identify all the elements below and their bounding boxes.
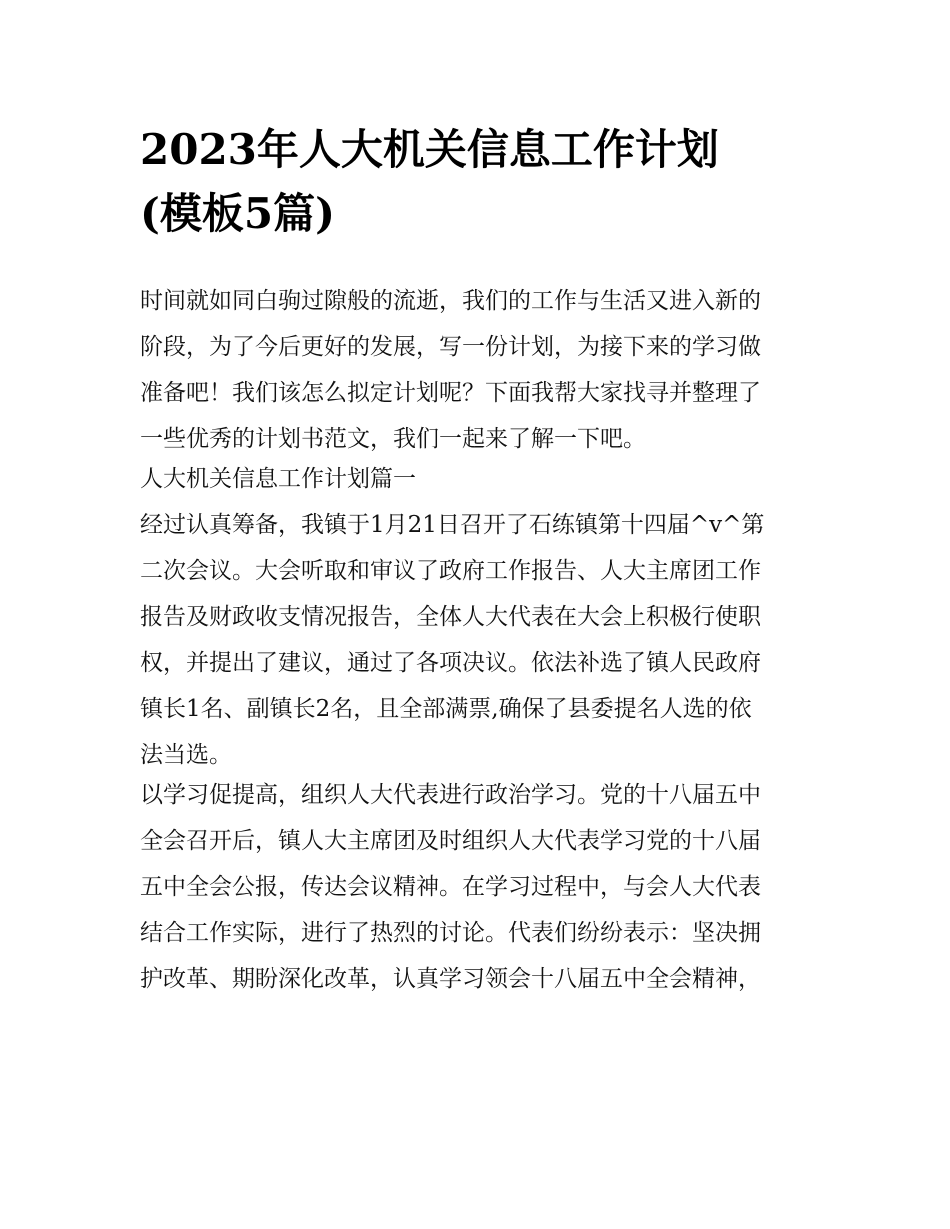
body-line: 法当选。 bbox=[140, 742, 232, 768]
section-heading: 人大机关信息工作计划篇一 bbox=[140, 466, 416, 492]
body-line: 以学习促提高，组织人大代表进行政治学习。党的十八届五中 bbox=[140, 782, 761, 808]
body-line: 全会召开后，镇人大主席团及时组织人大代表学习党的十八届 bbox=[140, 828, 761, 854]
body-line: 经过认真筹备，我镇于1月21日召开了石练镇第十四届^v^第 bbox=[140, 512, 765, 538]
body-line: 五中全会公报，传达会议精神。在学习过程中，与会人大代表 bbox=[140, 874, 761, 900]
document-title bbox=[140, 118, 820, 246]
body-line: 权，并提出了建议，通过了各项决议。依法补选了镇人民政府 bbox=[140, 650, 761, 676]
body-line: 结合工作实际，进行了热烈的讨论。代表们纷纷表示：坚决拥 bbox=[140, 920, 761, 946]
body-line: 一些优秀的计划书范文，我们一起来了解一下吧。 bbox=[140, 426, 646, 452]
body-line: 阶段，为了今后更好的发展，写一份计划，为接下来的学习做 bbox=[140, 334, 761, 360]
body-line: 二次会议。大会听取和审议了政府工作报告、人大主席团工作 bbox=[140, 558, 761, 584]
title-line-2: (模板5篇) bbox=[140, 189, 335, 238]
body-line: 报告及财政收支情况报告，全体人大代表在大会上积极行使职 bbox=[140, 604, 761, 630]
body-line: 准备吧！我们该怎么拟定计划呢？下面我帮大家找寻并整理了 bbox=[140, 380, 761, 406]
body-line: 时间就如同白驹过隙般的流逝，我们的工作与生活又进入新的 bbox=[140, 288, 761, 314]
document-body bbox=[140, 281, 820, 999]
title-line-1: 2023年人大机关信息工作计划 bbox=[140, 125, 719, 174]
body-line: 镇长1名、副镇长2名，且全部满票,确保了县委提名人选的依 bbox=[140, 696, 752, 722]
body-line: 护改革、期盼深化改革，认真学习领会十八届五中全会精神， bbox=[140, 966, 761, 992]
